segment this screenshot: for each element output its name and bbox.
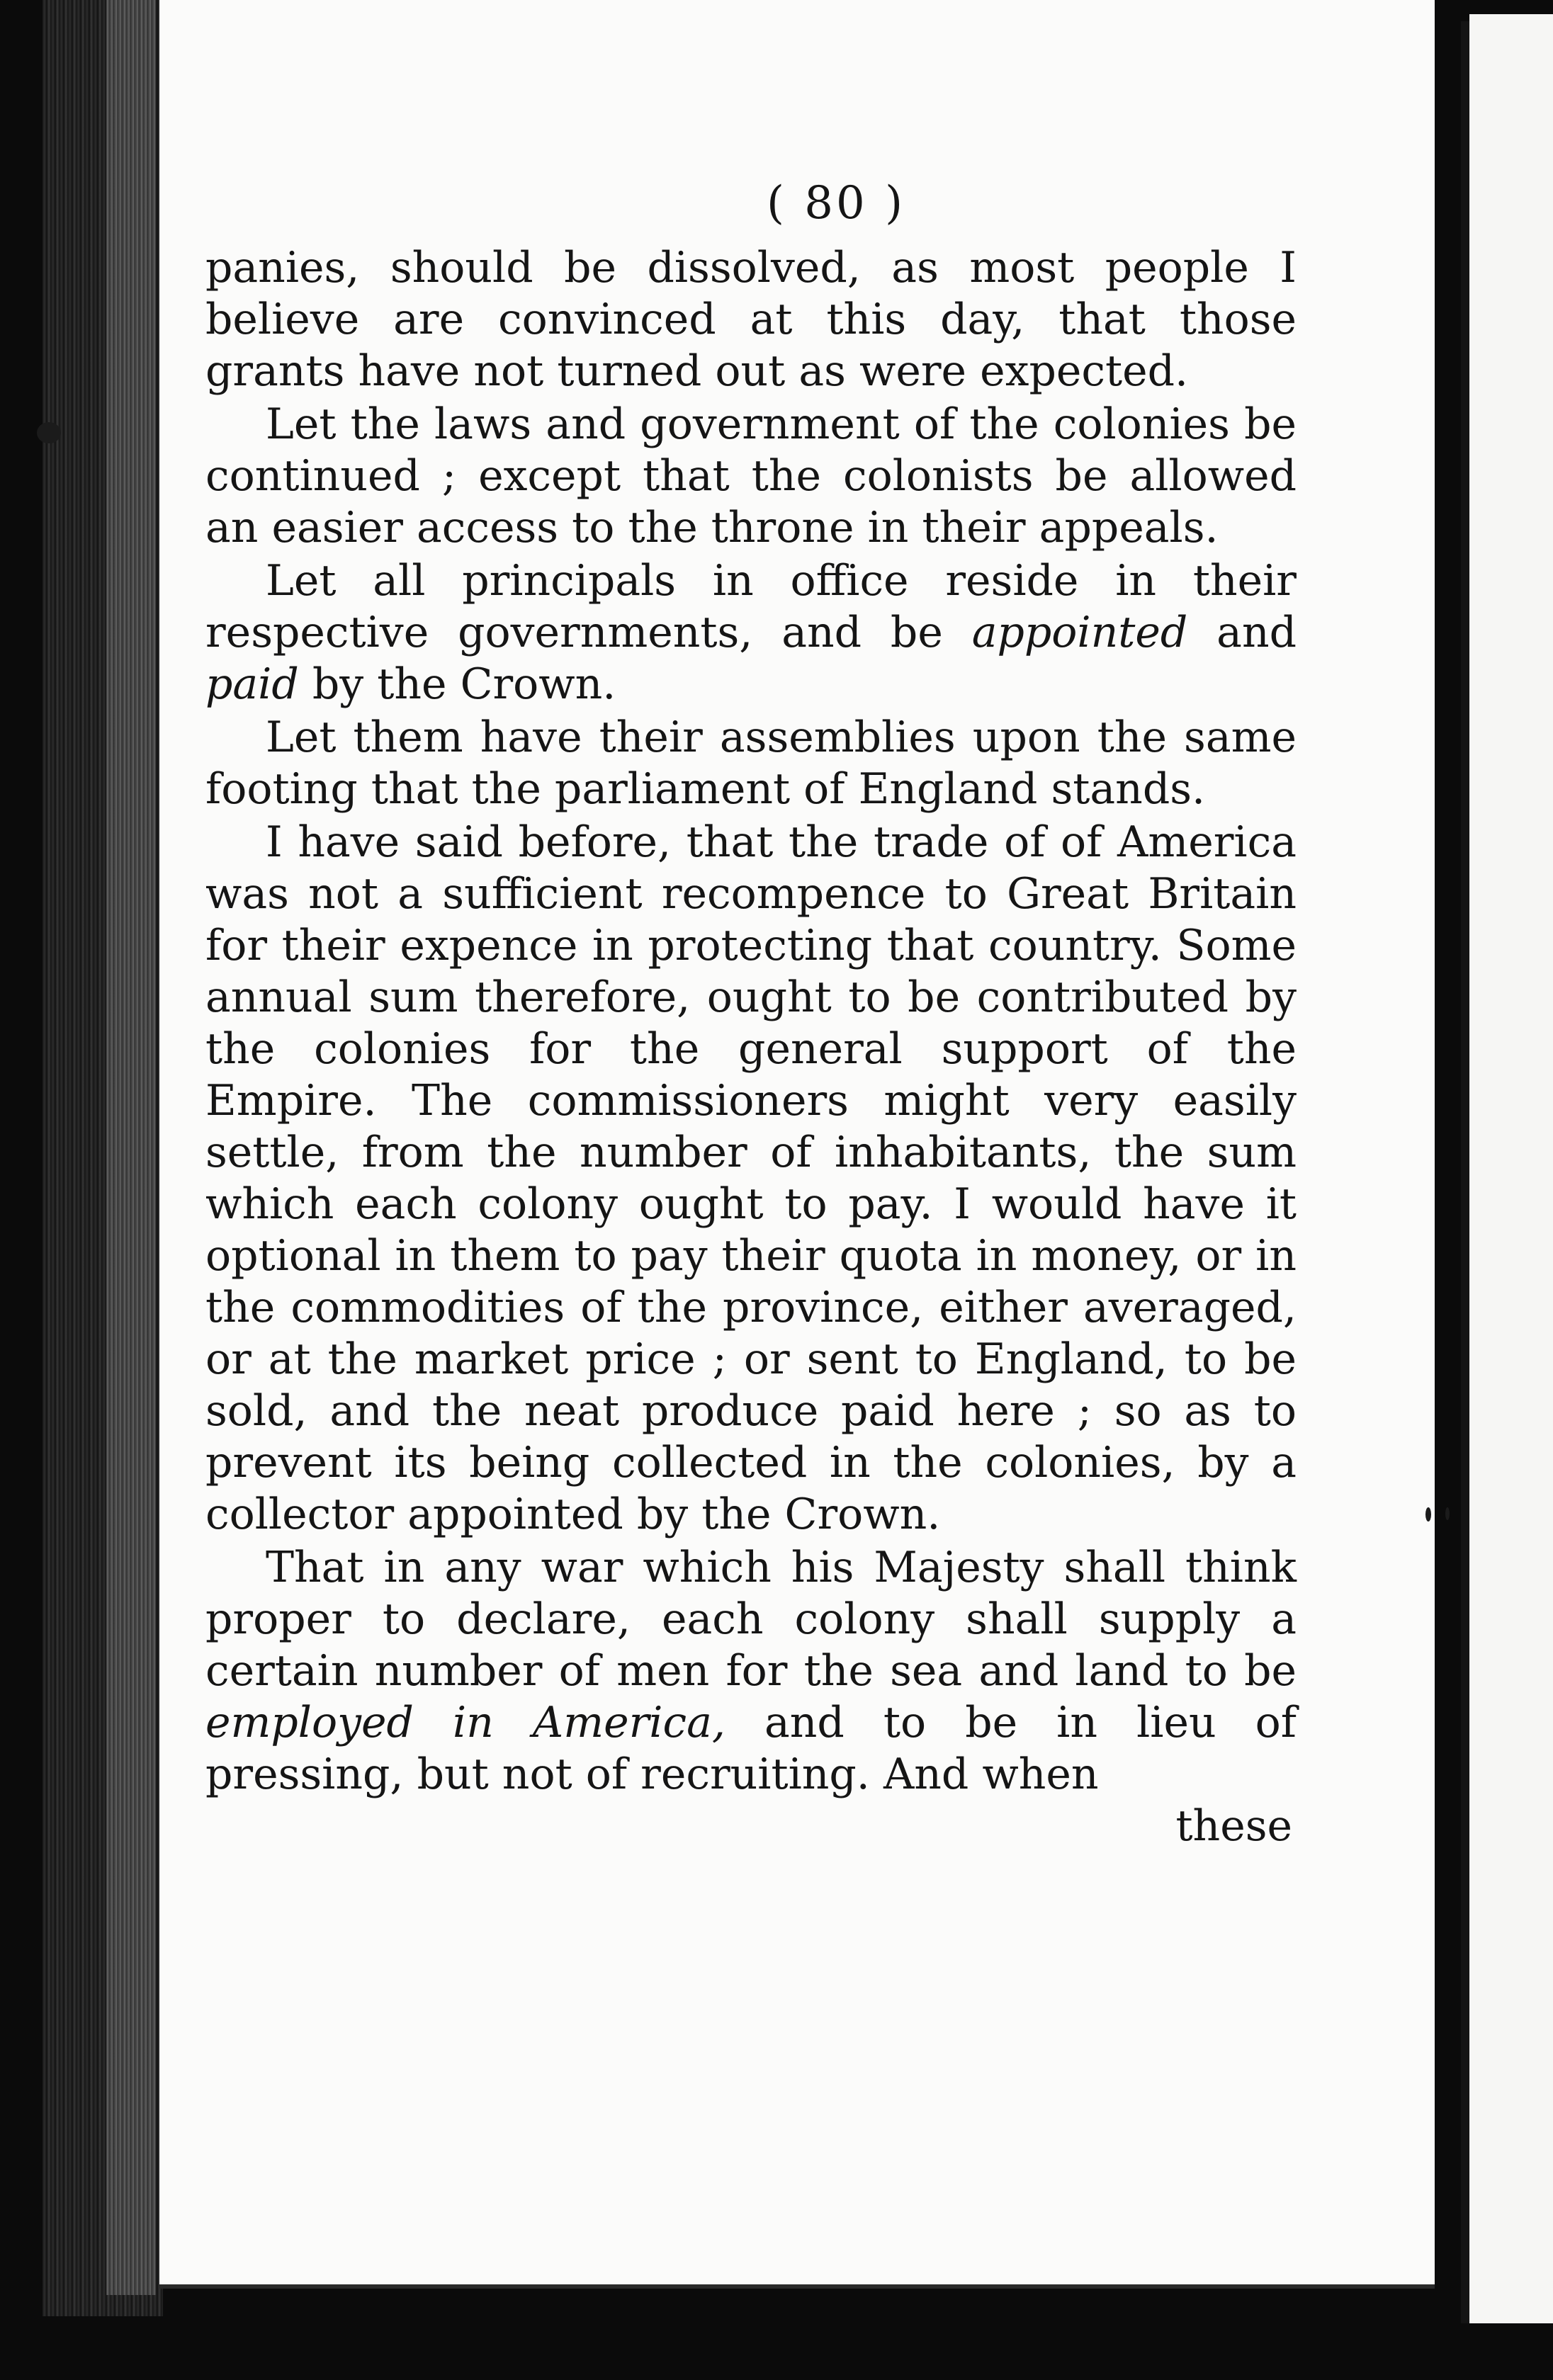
text-run: Let them have their assemblies upon the same footing that the parliament of England stands. (205, 713, 1297, 814)
italic-text: paid (205, 659, 299, 709)
page-edge-texture (106, 0, 156, 2295)
paragraph (205, 399, 1297, 554)
text-run: Let the laws and government of the colonies be continued ; except that the colonists be allowed an easier access to the throne in their appeals. (205, 400, 1297, 552)
italic-text: appointed (971, 608, 1188, 657)
italic-text: employed in America, (205, 1698, 725, 1747)
paragraph (205, 712, 1297, 815)
text-run: That in any war which his Majesty shall think proper to declare, each colony shall supply a certain number of men for the sea and land to be (205, 1543, 1297, 1696)
paragraph (205, 1542, 1297, 1801)
gutter-shadow (1461, 21, 1469, 2323)
page-text (205, 164, 1297, 1852)
text-run: by the Crown. (298, 659, 616, 709)
paragraph (205, 555, 1297, 710)
paragraph (205, 242, 1297, 397)
text-run: I have said before, that the trade of of America was not a sufficient recompence to Great Britain for their expence in protecting that country. Some annual sum therefore, ought to be contributed by the colonies for the general support of the Empire. The commissioners might very easily settle, from the number of inhabitants, the sum which each colony ought to pay. I would have it optional in them to pay their quota in money, or in the commodities of the province, either averaged, or at the market price ; or sent to England, to be sold, and the neat produce paid here ; so as to prevent its being collected in the colonies, by a collector appointed by the Crown. (205, 817, 1297, 1539)
paragraph (205, 817, 1297, 1541)
text-run: Let all principals in office reside in their respective governments, and be (205, 556, 1297, 657)
text-run: and (1187, 608, 1297, 657)
ink-speck (37, 422, 61, 443)
adjacent-page-edge (1469, 14, 1553, 2323)
ink-speck (1425, 1507, 1431, 1522)
paragraph-list (205, 242, 1297, 1801)
text-run: panies, should be dissolved, as most people I believe are convinced at this day, that those grants have not turned out as were expected. (205, 243, 1297, 396)
ink-speck (1445, 1507, 1450, 1520)
text-run: and to be in lieu of pressing, but not of recruiting. And when (205, 1698, 1297, 1799)
page-number: ( 80 ) (766, 177, 906, 230)
catchword: these (1175, 1801, 1292, 1851)
